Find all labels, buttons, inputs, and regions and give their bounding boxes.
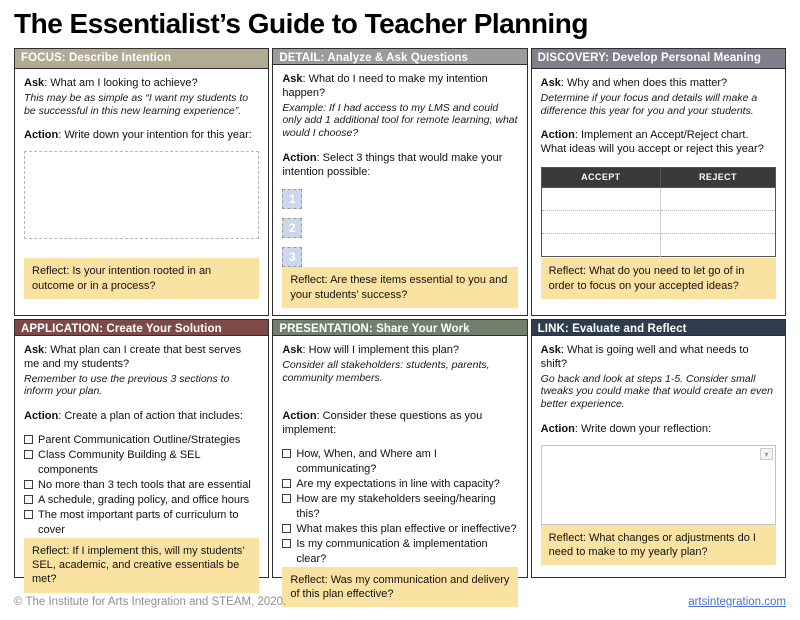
focus-ask: Ask: What am I looking to achieve? [24,77,198,89]
list-item[interactable]: How are my stakeholders seeing/hearing this? [282,492,517,522]
list-item[interactable]: The most important parts of curriculum to cover [24,508,259,538]
list-item[interactable]: No more than 3 tech tools that are essential [24,478,259,493]
copyright-text: © The Institute for Arts Integration and STEAM, 2020. [14,596,287,608]
dropdown-arrow-icon[interactable]: ▾ [760,448,773,460]
focus-action: Action: Write down your intention for this year: [24,129,252,142]
panel-detail [272,48,527,316]
list-item[interactable]: Class Community Building & SEL components [24,448,259,478]
application-ask: Ask: What plan can I create that best serves me and my students? [24,344,242,370]
planning-grid [14,48,786,601]
detail-ask-note: Example: If I had access to my LMS and could only add 1 additional tool for remote learning, what would I choose? [282,101,518,140]
list-item[interactable]: Is my communication & implementation clear? [282,537,517,567]
checkbox-icon[interactable] [282,449,291,458]
accept-cell[interactable] [541,187,660,210]
panel-focus [14,48,269,316]
footer [14,596,786,608]
page-title: The Essentialist’s Guide to Teacher Planning [14,8,588,39]
reject-cell[interactable] [661,187,776,210]
checkbox-icon[interactable] [282,494,291,503]
table-row [541,210,775,233]
presentation-action: Action: Consider these questions as you implement: [282,410,483,437]
list-item[interactable]: Parent Communication Outline/Strategies [24,433,259,448]
checkbox-icon[interactable] [24,435,33,444]
link-ask: Ask: What is going well and what needs to shift? [540,344,749,370]
checkbox-icon[interactable] [24,495,33,504]
focus-ask-note: This may be as simple as “I want my students to be successful in this new learning experience”. [24,91,249,117]
reject-cell[interactable] [661,233,776,256]
application-ask-note: Remember to use the previous 3 sections to inform your plan. [24,372,230,398]
panel-application [14,319,269,586]
detail-reflect: Reflect: Are these items essential to you and your students’ success? [282,267,517,308]
application-action: Action: Create a plan of action that includes: [24,410,243,423]
list-item[interactable]: A schedule, grading policy, and office hours [24,493,259,508]
accept-reject-table [541,167,776,257]
panel-application-header: APPLICATION: Create Your Solution [15,320,268,336]
accept-cell[interactable] [541,210,660,233]
checkbox-icon[interactable] [282,524,291,533]
selection-box-2[interactable]: 2 [282,218,302,238]
selection-box-1[interactable]: 1 [282,189,302,209]
checkbox-icon[interactable] [282,539,291,548]
reject-column-header: REJECT [661,167,776,187]
panel-link [531,319,786,578]
discovery-action: Action: Implement an Accept/Reject chart. What ideas will you accept or reject this year? [540,129,764,156]
checkbox-icon[interactable] [282,479,291,488]
footer-website-link[interactable]: artsintegration.com [688,596,786,608]
list-item[interactable]: How, When, and Where am I communicating? [282,447,517,477]
accept-column-header: ACCEPT [541,167,660,187]
application-reflect: Reflect: If I implement this, will my students’ SEL, academic, and creative essentials be met? [24,538,259,593]
list-item[interactable]: Are my expectations in line with capacity? [282,477,517,492]
panel-discovery-header: DISCOVERY: Develop Personal Meaning [532,49,785,69]
link-ask-note: Go back and look at steps 1-5. Consider small tweaks you could make that would create an even better experience. [540,372,773,411]
presentation-checklist [282,447,517,567]
detail-action: Action: Select 3 things that would make your intention possible: [282,151,503,178]
checkbox-icon[interactable] [24,480,33,489]
checkbox-icon[interactable] [24,450,33,459]
intention-write-box[interactable] [24,151,259,239]
panel-link-header: LINK: Evaluate and Reflect [532,320,785,336]
detail-ask: Ask: What do I need to make my intention happen? [282,73,488,99]
presentation-ask: Ask: How will I implement this plan? [282,344,460,356]
focus-reflect: Reflect: Is your intention rooted in an outcome or in a process? [24,258,259,299]
discovery-reflect: Reflect: What do you need to let go of in order to focus on your accepted ideas? [541,258,776,299]
table-row [541,187,775,210]
discovery-ask-note: Determine if your focus and details will make a difference this year for you and your students. [540,91,758,117]
link-action: Action: Write down your reflection: [540,422,712,435]
link-reflect: Reflect: What changes or adjustments do I need to make to my yearly plan? [541,525,776,566]
panel-presentation-header: PRESENTATION: Share Your Work [273,320,526,336]
accept-cell[interactable] [541,233,660,256]
panel-focus-header: FOCUS: Describe Intention [15,49,268,69]
reject-cell[interactable] [661,210,776,233]
panel-detail-header: DETAIL: Analyze & Ask Questions [273,49,526,65]
list-item[interactable]: What makes this plan effective or ineffective? [282,522,517,537]
application-checklist [24,433,259,538]
panel-presentation [272,319,527,601]
selection-box-3[interactable]: 3 [282,247,302,267]
selection-boxes [282,189,517,267]
reflection-write-box[interactable] [541,445,776,525]
panel-discovery [531,48,786,316]
presentation-ask-note: Consider all stakeholders: students, parents, community members. [282,358,490,384]
discovery-ask: Ask: Why and when does this matter? [540,77,728,89]
checkbox-icon[interactable] [24,510,33,519]
presentation-reflect: Reflect: Was my communication and delivery of this plan effective? [282,567,517,608]
table-row [541,233,775,256]
